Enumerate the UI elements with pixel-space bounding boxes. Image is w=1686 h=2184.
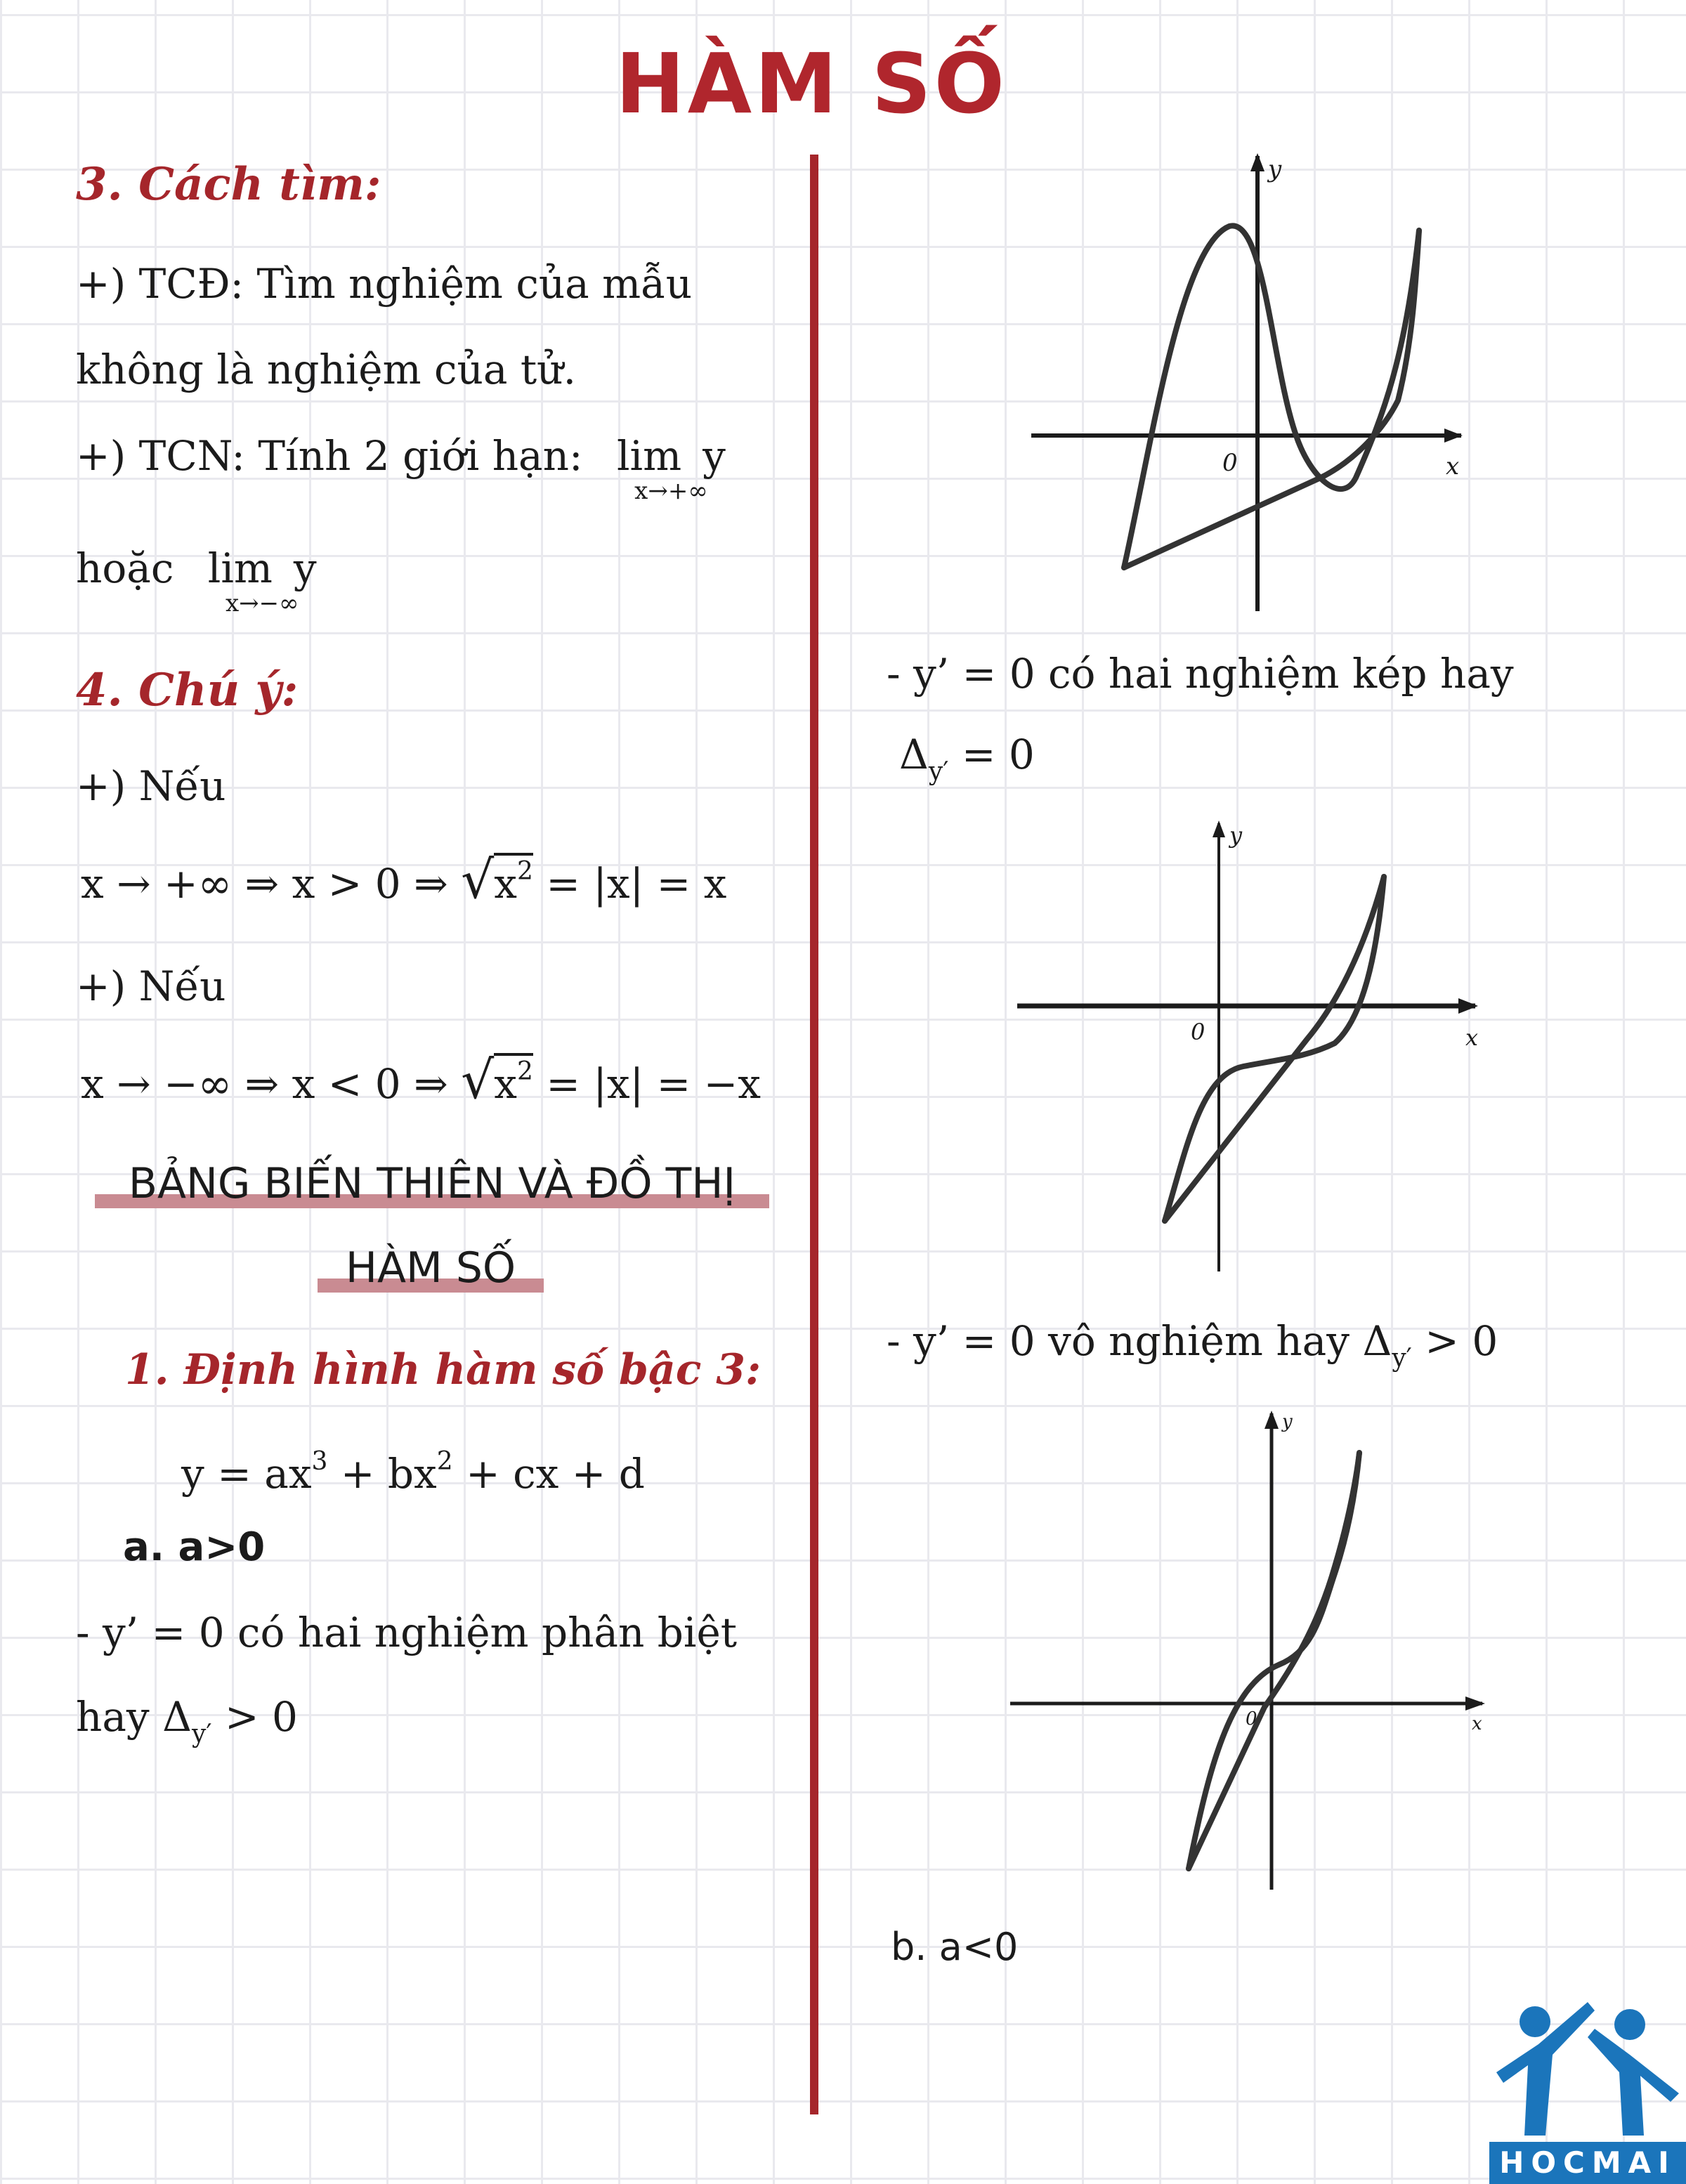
hocmai-logo-icon (1489, 1988, 1686, 2139)
axis-x-label: x (1472, 1713, 1482, 1734)
sqrt-x-squared-1: $√x^2$ (461, 850, 533, 910)
origin-label: 0 (1246, 1708, 1257, 1729)
hocmai-logo (1489, 1988, 1686, 2183)
section-title-line-2: HÀM SỐ (345, 1243, 516, 1293)
heading-chu-y: 4. Chú ý: (76, 664, 299, 717)
graph-two-roots (1026, 148, 1475, 618)
lim-var: y (293, 544, 317, 592)
hocmai-logo-band (1489, 2142, 1686, 2184)
axis-x-label: x (1446, 452, 1460, 480)
case-b-label: b. a<0 (891, 1925, 1019, 1969)
cubic-formula: $y = ax^3 + bx^2$ + cx + d (181, 1447, 645, 1498)
or-word: hoặc (76, 544, 174, 592)
implication-1-left: x → +∞ ⇒ x > 0 ⇒ (81, 860, 448, 908)
origin-label: 0 (1191, 1019, 1205, 1045)
lim-subscript-plus: x→+∞ (634, 477, 708, 505)
lim-var: y (702, 432, 726, 480)
hocmai-logo-text: HOCMAI (1499, 2145, 1676, 2180)
case-a-line-1: - y’ = 0 có hai nghiệm phân biệt (76, 1609, 738, 1656)
tcn-prefix: +) TCN: Tính 2 giới hạn: (76, 432, 583, 480)
implication-2-left: x → −∞ ⇒ x < 0 ⇒ (81, 1060, 448, 1108)
graph-double-root (1012, 815, 1489, 1279)
axis-x-label: x (1465, 1024, 1479, 1051)
tcd-line-1: +) TCĐ: Tìm nghiệm của mẫu (76, 260, 693, 308)
lim-word: lim (207, 544, 273, 592)
column-divider (810, 155, 818, 2114)
or-line (76, 544, 317, 617)
implication-1 (81, 850, 726, 910)
limit-minus-infinity (208, 544, 317, 617)
origin-label: 0 (1222, 449, 1238, 477)
lim-word: lim (616, 432, 682, 480)
heading-cach-tim: 3. Cách tìm: (76, 158, 381, 211)
axis-y-label: y (1229, 822, 1243, 849)
double-root-line-2: $\Delta_{y'} = 0$ (899, 731, 1035, 786)
case-a-label: a. a>0 (123, 1524, 266, 1570)
case-a-line-2: hay $\Delta_{y'} > 0$ (76, 1693, 298, 1748)
section-title-line-1: BẢNG BIẾN THIÊN VÀ ĐỒ THỊ (128, 1159, 736, 1208)
limit-plus-infinity (617, 432, 726, 505)
page-title: HÀM SỐ (615, 35, 1007, 132)
no-root-line: - y’ = 0 vô nghiệm hay $\Delta_{y'} > 0$ (887, 1317, 1498, 1373)
implication-2 (81, 1050, 761, 1111)
heading-dinh-hinh: 1. Định hình hàm số bậc 3: (125, 1345, 762, 1394)
neu-1: +) Nếu (76, 762, 226, 810)
graph-no-root (1005, 1405, 1496, 1897)
double-root-line-1: - y’ = 0 có hai nghiệm kép hay (887, 650, 1514, 698)
neu-2: +) Nếu (76, 962, 226, 1010)
sqrt-x-squared-2: $√x^2$ (461, 1050, 533, 1111)
tcn-line (76, 432, 726, 505)
implication-1-right: = |x| = x (546, 860, 727, 908)
tcd-line-2: không là nghiệm của tử. (76, 346, 577, 393)
lim-subscript-minus: x→−∞ (225, 589, 299, 617)
axis-y-label: y (1268, 155, 1282, 183)
axis-y-label: y (1282, 1411, 1293, 1432)
implication-2-right: = |x| = −x (546, 1060, 761, 1108)
